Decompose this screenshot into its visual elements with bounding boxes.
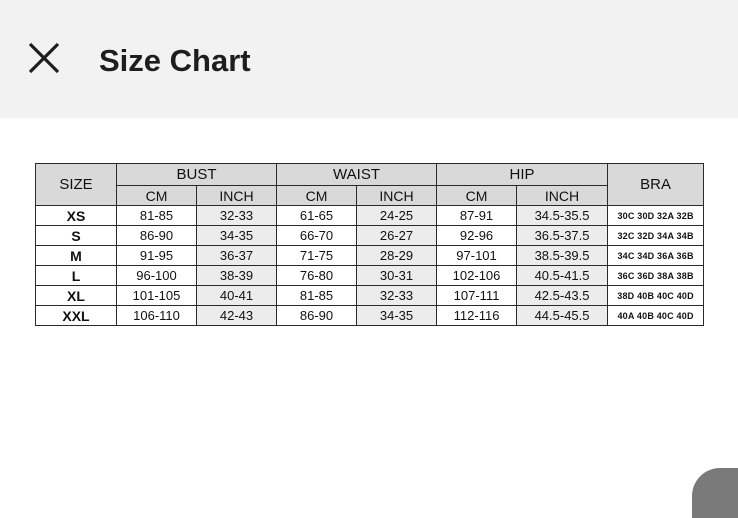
size-cell: XXL [36,306,117,326]
bust-inch-header: INCH [197,186,277,206]
bra-cell: 40A 40B 40C 40D [608,306,704,326]
bra-cell: 34C 34D 36A 36B [608,246,704,266]
waist-cm-cell: 61-65 [277,206,357,226]
bust-inch-cell: 34-35 [197,226,277,246]
waist-inch-header: INCH [357,186,437,206]
close-button[interactable] [24,38,64,78]
waist-cm-cell: 81-85 [277,286,357,306]
waist-inch-cell: 34-35 [357,306,437,326]
subheader-row [36,186,704,206]
size-cell: L [36,266,117,286]
bust-inch-cell: 42-43 [197,306,277,326]
size-cell: M [36,246,117,266]
size-chart-table [35,163,704,326]
table-row [36,246,704,266]
size-chart [35,163,703,324]
bra-cell: 38D 40B 40C 40D [608,286,704,306]
table-row [36,286,704,306]
size-rows [36,206,704,326]
top-bar [0,0,738,118]
bust-cm-cell: 106-110 [117,306,197,326]
hip-group-header: HIP [437,164,608,186]
waist-inch-cell: 30-31 [357,266,437,286]
header-row [36,164,704,186]
hip-cm-cell: 102-106 [437,266,517,286]
waist-inch-cell: 26-27 [357,226,437,246]
bra-cell: 30C 30D 32A 32B [608,206,704,226]
hip-cm-cell: 97-101 [437,246,517,266]
bust-cm-cell: 96-100 [117,266,197,286]
hip-inch-cell: 42.5-43.5 [517,286,608,306]
bra-cell: 36C 36D 38A 38B [608,266,704,286]
table-row [36,226,704,246]
size-column-header: SIZE [36,164,117,206]
bra-cell: 32C 32D 34A 34B [608,226,704,246]
waist-cm-cell: 66-70 [277,226,357,246]
page-title: Size Chart [99,43,251,78]
table-row [36,266,704,286]
table-row [36,206,704,226]
waist-cm-cell: 76-80 [277,266,357,286]
waist-group-header: WAIST [277,164,437,186]
hip-cm-cell: 112-116 [437,306,517,326]
waist-inch-cell: 28-29 [357,246,437,266]
size-cell: S [36,226,117,246]
bust-inch-cell: 38-39 [197,266,277,286]
hip-inch-cell: 44.5-45.5 [517,306,608,326]
waist-inch-cell: 32-33 [357,286,437,306]
waist-cm-cell: 71-75 [277,246,357,266]
hip-inch-cell: 36.5-37.5 [517,226,608,246]
bust-inch-cell: 40-41 [197,286,277,306]
bust-cm-header: CM [117,186,197,206]
floating-corner-shape [692,468,738,518]
hip-inch-cell: 34.5-35.5 [517,206,608,226]
bust-inch-cell: 36-37 [197,246,277,266]
size-cell: XL [36,286,117,306]
hip-inch-cell: 38.5-39.5 [517,246,608,266]
bra-column-header: BRA [608,164,704,206]
bust-inch-cell: 32-33 [197,206,277,226]
bust-cm-cell: 81-85 [117,206,197,226]
hip-cm-cell: 92-96 [437,226,517,246]
waist-cm-header: CM [277,186,357,206]
close-icon [24,38,64,78]
table-row [36,306,704,326]
bust-cm-cell: 91-95 [117,246,197,266]
hip-cm-cell: 87-91 [437,206,517,226]
bust-group-header: BUST [117,164,277,186]
hip-cm-header: CM [437,186,517,206]
waist-cm-cell: 86-90 [277,306,357,326]
hip-cm-cell: 107-111 [437,286,517,306]
bust-cm-cell: 86-90 [117,226,197,246]
size-cell: XS [36,206,117,226]
waist-inch-cell: 24-25 [357,206,437,226]
bust-cm-cell: 101-105 [117,286,197,306]
hip-inch-cell: 40.5-41.5 [517,266,608,286]
hip-inch-header: INCH [517,186,608,206]
